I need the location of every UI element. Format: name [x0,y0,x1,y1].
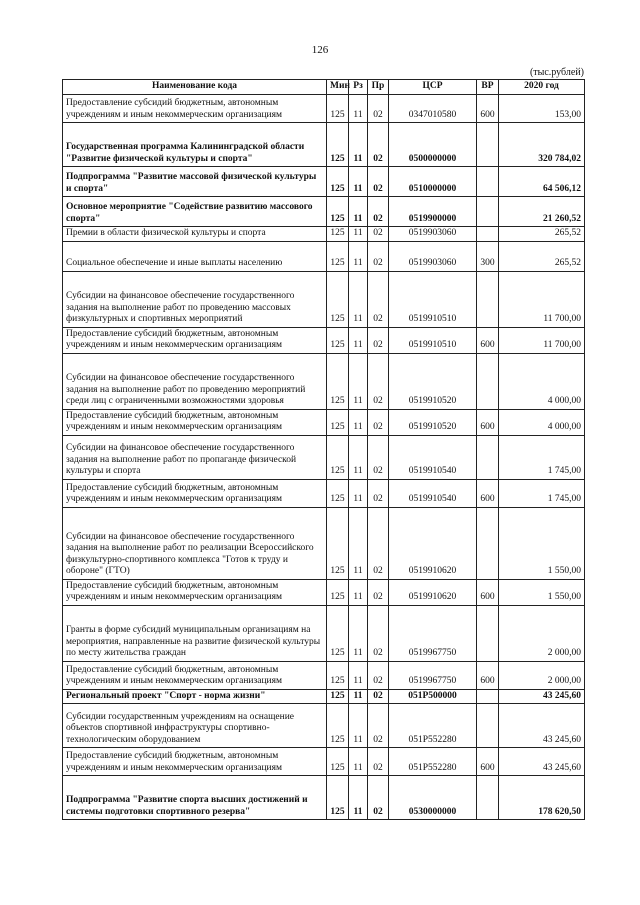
row-rz-cell: 11 [349,197,368,227]
page-number: 126 [311,44,329,56]
row-pr-cell: 02 [368,327,389,353]
row-amount-cell: 1 745,00 [499,479,585,507]
row-min-cell: 125 [327,95,349,123]
row-amount-cell: 320 784,02 [499,123,585,167]
table-header [63,80,585,95]
row-pr-cell: 02 [368,507,389,579]
row-csr-cell: 0519903060 [389,241,477,271]
row-rz-cell: 11 [349,327,368,353]
row-csr-cell: 051P552280 [389,748,477,776]
row-min-cell: 125 [327,748,349,776]
table-row [63,353,585,409]
row-min-cell: 125 [327,579,349,605]
row-rz-cell: 11 [349,689,368,704]
row-amount-cell: 153,00 [499,95,585,123]
row-csr-cell: 0519910520 [389,353,477,409]
row-pr-cell: 02 [368,123,389,167]
row-rz-cell: 11 [349,271,368,327]
row-amount-cell: 21 260,52 [499,197,585,227]
row-vr-cell: 600 [477,327,499,353]
row-pr-cell: 02 [368,748,389,776]
row-vr-cell [477,605,499,661]
row-vr-cell [477,704,499,748]
row-pr-cell: 02 [368,579,389,605]
row-name-cell: Премии в области физической культуры и спорта [63,227,327,242]
row-vr-cell [477,776,499,820]
row-vr-cell [477,271,499,327]
table-row [63,435,585,479]
row-vr-cell [477,227,499,242]
row-rz-cell: 11 [349,748,368,776]
row-vr-cell: 600 [477,661,499,689]
row-rz-cell: 11 [349,353,368,409]
row-vr-cell: 600 [477,748,499,776]
row-amount-cell: 43 245,60 [499,689,585,704]
row-vr-cell [477,507,499,579]
row-vr-cell [477,197,499,227]
row-amount-cell: 1 550,00 [499,579,585,605]
row-min-cell: 125 [327,605,349,661]
row-csr-cell: 0519910620 [389,579,477,605]
row-name-cell: Предоставление субсидий бюджетным, автономным учреждениям и иным некоммерческим организациям [63,327,327,353]
row-csr-cell: 0519910620 [389,507,477,579]
row-pr-cell: 02 [368,167,389,197]
row-name-cell: Предоставление субсидий бюджетным, автономным учреждениям и иным некоммерческим организациям [63,95,327,123]
row-csr-cell: 0519903060 [389,227,477,242]
row-pr-cell: 02 [368,776,389,820]
row-rz-cell: 11 [349,241,368,271]
row-rz-cell: 11 [349,776,368,820]
row-name-cell: Предоставление субсидий бюджетным, автономным учреждениям и иным некоммерческим организациям [63,479,327,507]
row-amount-cell: 1 550,00 [499,507,585,579]
table-row [63,197,585,227]
row-pr-cell: 02 [368,661,389,689]
row-min-cell: 125 [327,271,349,327]
table-row [63,271,585,327]
row-csr-cell: 0519900000 [389,197,477,227]
row-amount-cell: 2 000,00 [499,605,585,661]
row-rz-cell: 11 [349,605,368,661]
table-row [63,579,585,605]
row-min-cell: 125 [327,661,349,689]
row-csr-cell: 0519910540 [389,479,477,507]
column-header-csr: ЦСР [389,80,477,95]
row-pr-cell: 02 [368,479,389,507]
row-rz-cell: 11 [349,409,368,435]
table-row [63,661,585,689]
row-rz-cell: 11 [349,95,368,123]
row-min-cell: 125 [327,435,349,479]
row-pr-cell: 02 [368,197,389,227]
row-pr-cell: 02 [368,435,389,479]
row-pr-cell: 02 [368,689,389,704]
row-min-cell: 125 [327,123,349,167]
row-rz-cell: 11 [349,479,368,507]
table-row [63,167,585,197]
table-row [63,95,585,123]
row-amount-cell: 178 620,50 [499,776,585,820]
row-min-cell: 125 [327,167,349,197]
table-row [63,748,585,776]
column-header-rz: Рз [349,80,368,95]
row-amount-cell: 11 700,00 [499,327,585,353]
row-pr-cell: 02 [368,409,389,435]
row-vr-cell: 600 [477,409,499,435]
row-amount-cell: 43 245,60 [499,704,585,748]
row-name-cell: Предоставление субсидий бюджетным, автономным учреждениям и иным некоммерческим организациям [63,748,327,776]
table-row [63,123,585,167]
table-row [63,227,585,242]
row-csr-cell: 0500000000 [389,123,477,167]
row-vr-cell [477,435,499,479]
row-name-cell: Подпрограмма "Развитие массовой физической культуры и спорта" [63,167,327,197]
row-pr-cell: 02 [368,241,389,271]
row-pr-cell: 02 [368,353,389,409]
row-rz-cell: 11 [349,435,368,479]
table-row [63,241,585,271]
row-vr-cell: 300 [477,241,499,271]
row-csr-cell: 0519967750 [389,605,477,661]
row-min-cell: 125 [327,227,349,242]
row-amount-cell: 265,52 [499,241,585,271]
row-csr-cell: 0519967750 [389,661,477,689]
row-name-cell: Региональный проект "Спорт - норма жизни" [63,689,327,704]
row-rz-cell: 11 [349,167,368,197]
table-row [63,409,585,435]
row-csr-cell: 0510000000 [389,167,477,197]
row-csr-cell: 0519910510 [389,271,477,327]
budget-table [62,79,585,820]
row-rz-cell: 11 [349,579,368,605]
table-row [63,479,585,507]
table-row [63,704,585,748]
row-name-cell: Субсидии на финансовое обеспечение государственного задания на выполнение работ по реализации Всероссийского физкультурно-спортивного комплекса "Готов к труду и обороне" (ГТО) [63,507,327,579]
row-min-cell: 125 [327,409,349,435]
column-header-pr: Пр [368,80,389,95]
row-min-cell: 125 [327,241,349,271]
row-amount-cell: 1 745,00 [499,435,585,479]
column-header-name: Наименование кода [63,80,327,95]
row-name-cell: Гранты в форме субсидий муниципальным организациям на мероприятия, направленные на развитие физической культуры по месту жительства граждан [63,605,327,661]
row-name-cell: Подпрограмма "Развитие спорта высших достижений и системы подготовки спортивного резерва" [63,776,327,820]
row-rz-cell: 11 [349,704,368,748]
row-amount-cell: 2 000,00 [499,661,585,689]
row-name-cell: Субсидии государственным учреждениям на оснащение объектов спортивной инфраструктуры спортивно-технологическим оборудованием [63,704,327,748]
row-name-cell: Государственная программа Калининградской области "Развитие физической культуры и спорта" [63,123,327,167]
row-rz-cell: 11 [349,661,368,689]
row-amount-cell: 43 245,60 [499,748,585,776]
table-row [63,689,585,704]
row-vr-cell: 600 [477,95,499,123]
row-min-cell: 125 [327,507,349,579]
row-min-cell: 125 [327,353,349,409]
row-csr-cell: 0519910540 [389,435,477,479]
row-vr-cell [477,167,499,197]
table-row [63,327,585,353]
row-csr-cell: 051P500000 [389,689,477,704]
row-name-cell: Предоставление субсидий бюджетным, автономным учреждениям и иным некоммерческим организациям [63,579,327,605]
row-csr-cell: 0519910520 [389,409,477,435]
table-row [63,507,585,579]
column-header-min: Мин [327,80,349,95]
row-vr-cell: 600 [477,479,499,507]
row-amount-cell: 4 000,00 [499,409,585,435]
row-vr-cell: 600 [477,579,499,605]
row-rz-cell: 11 [349,507,368,579]
row-rz-cell: 11 [349,123,368,167]
row-pr-cell: 02 [368,95,389,123]
row-min-cell: 125 [327,689,349,704]
row-csr-cell: 0530000000 [389,776,477,820]
row-amount-cell: 64 506,12 [499,167,585,197]
row-name-cell: Основное мероприятие "Содействие развитию массового спорта" [63,197,327,227]
row-csr-cell: 0519910510 [389,327,477,353]
row-vr-cell [477,123,499,167]
column-header-amount: 2020 год [499,80,585,95]
row-rz-cell: 11 [349,227,368,242]
row-min-cell: 125 [327,776,349,820]
row-name-cell: Субсидии на финансовое обеспечение государственного задания на выполнение работ по проведению массовых физкультурных и спортивных мероприятий [63,271,327,327]
row-vr-cell [477,689,499,704]
table-row [63,605,585,661]
row-name-cell: Предоставление субсидий бюджетным, автономным учреждениям и иным некоммерческим организациям [63,409,327,435]
row-pr-cell: 02 [368,271,389,327]
units-label: (тыс.рублей) [529,67,584,78]
table-body [63,95,585,820]
row-min-cell: 125 [327,197,349,227]
row-min-cell: 125 [327,479,349,507]
row-name-cell: Предоставление субсидий бюджетным, автономным учреждениям и иным некоммерческим организациям [63,661,327,689]
table-row [63,776,585,820]
row-pr-cell: 02 [368,605,389,661]
row-vr-cell [477,353,499,409]
row-csr-cell: 0347010580 [389,95,477,123]
row-csr-cell: 051P552280 [389,704,477,748]
row-pr-cell: 02 [368,704,389,748]
row-amount-cell: 265,52 [499,227,585,242]
row-name-cell: Субсидии на финансовое обеспечение государственного задания на выполнение работ по проведению мероприятий среди лиц с ограниченными возможностями здоровья [63,353,327,409]
row-min-cell: 125 [327,704,349,748]
row-amount-cell: 4 000,00 [499,353,585,409]
row-amount-cell: 11 700,00 [499,271,585,327]
row-name-cell: Субсидии на финансовое обеспечение государственного задания на выполнение работ по пропаганде физической культуры и спорта [63,435,327,479]
row-min-cell: 125 [327,327,349,353]
row-name-cell: Социальное обеспечение и иные выплаты населению [63,241,327,271]
row-pr-cell: 02 [368,227,389,242]
column-header-vr: ВР [477,80,499,95]
